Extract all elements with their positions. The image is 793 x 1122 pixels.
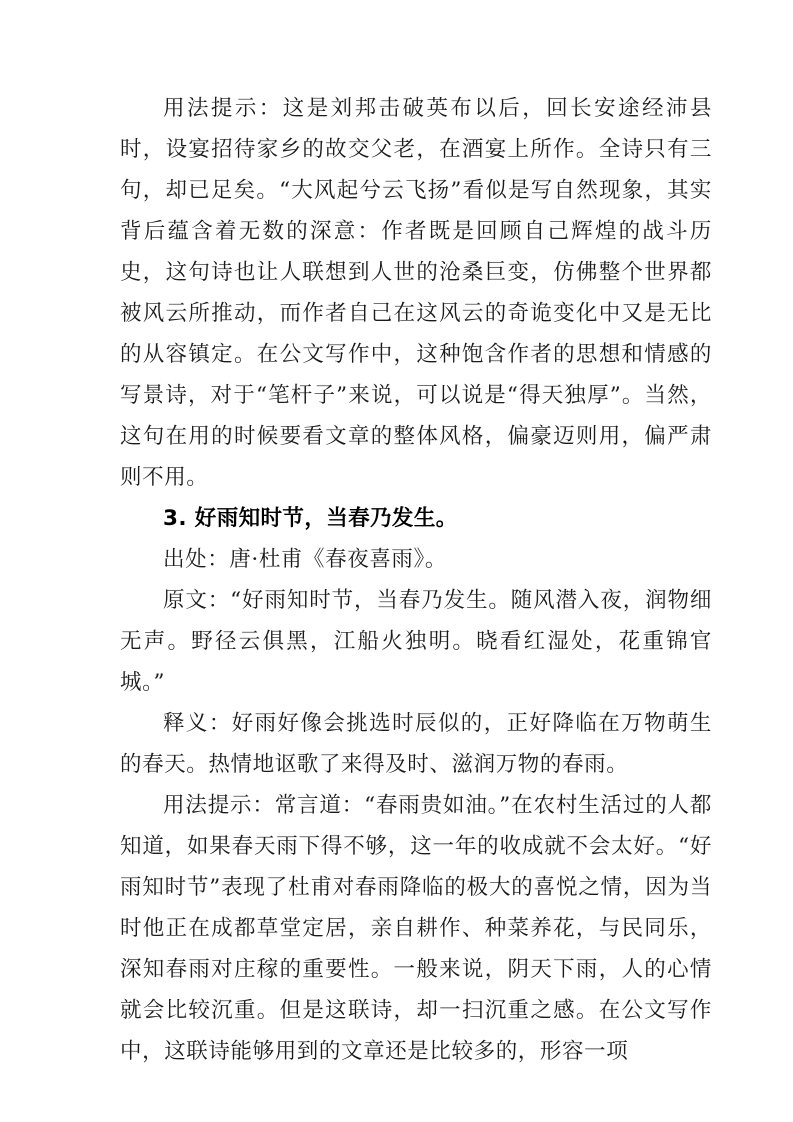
- text-column: [120, 88, 712, 1072]
- original-text-paragraph-item3: 原文：“好雨知时节，当春乃发生。随风潜入夜，润物细无声。野径云俱黑，江船火独明。晓看红湿处，花重锦官城。”: [120, 588, 712, 695]
- usage-tip-paragraph-item3: 用法提示：常言道：“春雨贵如油。”在农村生活过的人都知道，如果春天雨下得不够，这一年的收成就不会太好。“好雨知时节”表现了杜甫对春雨降临的极大的喜悦之情，因为当时他正在成都草堂定居，亲自耕作、种菜养花，与民同乐，深知春雨对庄稼的重要性。一般来说，阴天下雨，人的心情就会比较沉重。但是这联诗，却一扫沉重之感。在公文写作中，这联诗能够用到的文章还是比较多的，形容一项: [120, 793, 712, 1064]
- section-heading-item3: 3. 好雨知时节，当春乃发生。: [163, 506, 458, 531]
- definition-paragraph-item3: 释义：好雨好像会挑选时辰似的，正好降临在万物萌生的春天。热情地讴歌了来得及时、滋润万物的春雨。: [120, 711, 712, 777]
- source-paragraph-item3: 出处：唐·杜甫《春夜喜雨》。: [163, 547, 447, 572]
- usage-tip-paragraph-item2: 用法提示：这是刘邦击破英布以后，回长安途经沛县时，设宴招待家乡的故交父老，在酒宴上所作。全诗只有三句，却已足矣。“大风起兮云飞扬”看似是写自然现象，其实背后蕴含着无数的深意：作者既是回顾自己辉煌的战斗历史，这句诗也让人联想到人世的沧桑巨变，仿佛整个世界都被风云所推动，而作者自己在这风云的奇诡变化中又是无比的从容镇定。在公文写作中，这种饱含作者的思想和情感的写景诗，对于“笔杆子”来说，可以说是“得天独厚”。当然，这句在用的时候要看文章的整体风格，偏豪迈则用，偏严肃则不用。: [120, 96, 712, 490]
